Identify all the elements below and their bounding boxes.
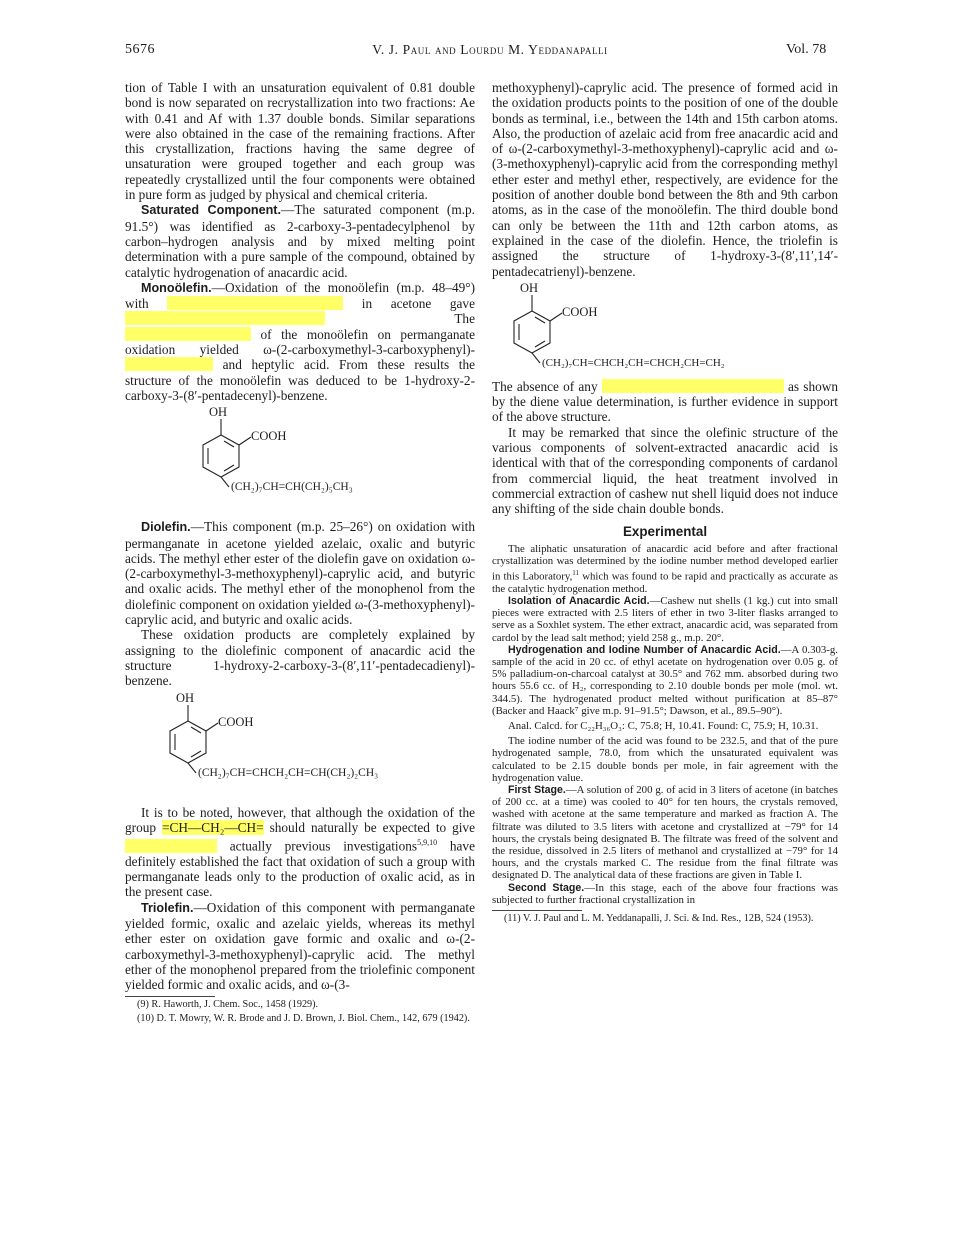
paragraph-hydrogenation (492, 644, 838, 717)
text: as (788, 378, 800, 394)
highlight-redaction (125, 327, 251, 341)
footnote: (10) D. T. Mowry, W. R. Brode and J. D. Brown, J. Biol. Chem., 142, 679 (1942). (137, 1013, 470, 1025)
paragraph-diolefin (125, 519, 475, 627)
footnote: (9) R. Haworth, J. Chem. Soc., 1458 (1929). (137, 999, 319, 1011)
text: —A solution of 200 g. of acid in 3 liters of acetone (in batches of 200 cc. at a time) was cooled to 40° for ten hours, the crystals removed, washed with acetone at the same temperature and marked as fraction A. The filtrate was diluted to 3.5 liters with acetone and crystallized at −79° for 14 hours, the crystals being designated B. The filtrate was freed of the solvent and the residue, dissolved in 2.5 liters of methanol and crystallized at −79° for 14 hours, and the crystals marked C. The residue from the final filtrate was designated D. The analytical data of these fractions are given in Table I. (492, 783, 838, 882)
paragraph-second-stage (492, 882, 838, 906)
benzene-ring-diagram (125, 405, 465, 517)
structure-monoolefin (125, 405, 475, 517)
text: —A 0.303-g. sample of the acid in 20 cc. of ethyl acetate on hydrogenation over 0.05 g. of 5% palladium-on-charcoal catalyst at 30.5° and 762 mm. absorbed during two hours 55.6 cc. of H₂, corresponding to 2.10 double bonds per mole (mol. wt. 344.5). The hydrogenated product melted without purification at 85–87° (Backer and Haack⁷ give m.p. 91–91.5°; Dawson, et al., 89.5–90°). (492, 643, 839, 717)
footnote: (11) V. J. Paul and L. M. Yeddanapalli, J. Sci. & Ind. Res., 12B, 524 (1953). (504, 913, 814, 925)
structure-triolefin (492, 281, 838, 377)
section-heading: Triolefin. (141, 900, 194, 915)
highlight-redaction (167, 296, 343, 310)
paragraph (492, 543, 838, 595)
section-heading: Diolefin. (141, 520, 191, 535)
paragraph: These oxidation products are completely explained by assigning to the diolefinic component of anacardic acid the structure 1-hydroxy-2-carboxy-3-(8′,11′-pentadecadienyl)-benzene. (125, 627, 475, 689)
analysis-line: Anal. Calcd. for C₂₂H₃₆O₃: C, 75.8; H, 10.41. Found: C, 75.9; H, 10.31. (508, 719, 819, 732)
paragraph-isolation (492, 595, 838, 644)
paragraph-first-stage (492, 784, 838, 882)
paragraph-saturated (125, 202, 475, 279)
text: =CH—CH₂—CH= (161, 819, 264, 835)
paragraph-monoolefin (125, 280, 475, 403)
paragraph-triolefin (125, 900, 475, 993)
text: which was found to be rapid and practically as accurate as the catalytic hydrogenation method. (492, 570, 839, 595)
text: The aliphatic unsaturation of anacardic acid before and after fractional crystallization was determined by the iodine number method developed earlier in this Laboratory, (492, 542, 838, 583)
text: The absence of any (492, 378, 598, 394)
highlight-redaction (602, 379, 784, 393)
benzene-ring-diagram (125, 691, 465, 803)
text: in acetone gave (361, 296, 475, 312)
paragraph: The iodine number of the acid was found to be 232.5, and that of the pure hydrogenated sample, 78.0, from which the unsaturated equivalent was calculated to be 2.15 double bonds per mole, in fair agreement with the hydrogenation value. (492, 735, 838, 784)
text: —In this stage, each of the above four fractions was subjected to further fractional crystallization in (492, 881, 839, 906)
section-heading: Saturated Component. (141, 203, 282, 218)
running-head-authors: V. J. Paul and Lourdu M. Yeddanapalli (372, 42, 608, 57)
text: —Oxidation of this component with permanganate yielded formic, oxalic and azelaic yields, whereas its methyl ether ester on oxidation gave formic and oxalic and ω-(2-carboxymethyl-3-methoxyphenyl)-caprylic acid. The methyl ether of the monophenol prepared from the triolefinic component yielded formic and oxalic acids, and ω-(3- (125, 899, 475, 993)
paragraph: methoxyphenyl)-caprylic acid. The presence of formed acid in the oxidation products points to the position of one of the double bonds as terminal, i.e., between the 14th and 15th carbon atoms. Also, the production of azelaic acid from free anacardic acid and of ω-(2-carboxymethyl-3-methoxyphenyl)-caprylic acid and ω-(3-methoxyphenyl)-caprylic acid from the corresponding methyl ether ester and methyl ether, respectively, are evidence for the position of another double bond between the 8th and 9th carbon atoms, as in the case of the monoölefin. The third double bond can only be between the 11th and 12th carbon atoms, as explained in the case of the diolefin. Hence, the triolefin is assigned the structure of 1-hydroxy-3-(8′,11′,14′-pentadecatrienyl)-benzene. (492, 80, 838, 279)
text: should naturally be expected to give (269, 819, 475, 835)
right-column (492, 80, 838, 925)
footnote-rule (492, 910, 582, 911)
oh-label: OH (176, 690, 195, 705)
side-chain-label: (CH₂)₇CH=CHCH₂CH=CHCH₂CH=CH₂ (542, 356, 725, 369)
text: —Cashew nut shells (1 kg.) cut into small pieces were extracted with 2.5 liters of ether in two 3-liter flasks arranged to serve as a Soxhlet system. The ether extract, anacardic acid, was separated from cardol by the lead salt method; yield 258 g., m.p. 20°. (492, 594, 838, 644)
footnote-rule (125, 996, 215, 997)
running-head-volume: Vol. 78 (786, 42, 827, 57)
text: —The saturated component (m.p. 91.5°) was identified as 2-carboxy-3-pentadecylphenol by carbon–hydrogen analysis and by mixed melting point determination with a pure sample of the compound, obtained by catalytic hydrogenation of anacardic acid. (125, 202, 475, 280)
paragraph (492, 379, 838, 425)
side-chain-label: (CH₂)₇CH=CHCH₂CH=CH(CH₂)₂CH₃ (198, 766, 379, 779)
paragraph: It may be remarked that since the olefinic structure of the various components of solvent-extracted anacardic acid is identical with that of the corresponding components of cardanol from commercial liquid, the heat treatment involved in commercial extraction of cashew nut shell liquid does not induce any shifting of the side chain double bonds. (492, 424, 838, 517)
structure-diolefin (125, 691, 475, 803)
subsection-heading: Isolation of Anacardic Acid. (508, 594, 650, 607)
oh-label: OH (209, 405, 228, 420)
oh-label: OH (520, 280, 539, 295)
subsection-heading: Second Stage. (508, 881, 585, 894)
reference-mark: 5,9,10 (417, 838, 438, 848)
text: The (454, 311, 475, 327)
text: have definitely established the fact that oxidation of such a group with permanganate leads only to the production of oxalic acid, as in the present case. (125, 838, 475, 900)
cooh-label: COOH (218, 714, 254, 729)
paragraph (125, 805, 475, 900)
paragraph: tion of Table I with an unsaturation equivalent of 0.81 double bond is now separated on recrystallization into two fractions: Ae with 0.41 and Af with 1.37 double bonds. Similar separations were also obtained in the case of the remaining fractions. After this crystallization, fractions having the same degree of unsaturation were grouped together and each group was repeatedly crystallized until the four components were obtained in pure form as judged by physical and chemical criteria. (125, 80, 475, 203)
highlight-redaction (125, 357, 213, 371)
text: It is to be noted, however, that although the oxidation of the group (125, 804, 475, 835)
side-chain-label: (CH₂)₇CH=CH(CH₂)₅CH₃ (231, 481, 353, 494)
cooh-label: COOH (251, 429, 287, 444)
text: —This component (m.p. 25–26°) on oxidation with permanganate in acetone yielded azelaic, oxalic and butyric acids. The methyl ether ester of the diolefin gave on oxidation ω-(2-carboxymethyl-3-methoxyphenyl)-caprylic acid, and butyric and oxalic acids. The methyl ether of the monophenol from the diolefinic component on oxidation yielded ω-(3-methoxyphenyl)-caprylic acid, and butyric and oxalic acids. (125, 519, 475, 628)
text: of the monoölefin on permanganate oxidation yielded ω-(2-carboxymethyl-3-carboxyphenyl)- (125, 326, 475, 358)
left-column (125, 80, 475, 1025)
cooh-label: COOH (562, 304, 598, 319)
section-heading: Monoölefin. (141, 280, 212, 295)
text: shown by the diene value determination, is further evidence in support of the above structure. (492, 378, 839, 425)
highlight-redaction (125, 311, 325, 325)
text: and heptylic acid. From these results the structure of the monoölefin was deduced to be 1-hydroxy-2-carboxy-3-(8′-pentadecenyl)-benzene. (125, 357, 476, 403)
subsection-heading: First Stage. (508, 783, 566, 796)
text: actually previous investigations (229, 838, 418, 854)
subsection-heading: Hydrogenation and Iodine Number of Anacardic Acid. (508, 643, 781, 656)
section-title-experimental: Experimental (622, 523, 708, 539)
highlight-redaction (125, 839, 217, 853)
reference-mark: 11 (572, 568, 580, 577)
text: —Oxidation of the monoölefin (m.p. 48–49°) with (125, 279, 475, 312)
page-number: 5676 (125, 42, 155, 57)
